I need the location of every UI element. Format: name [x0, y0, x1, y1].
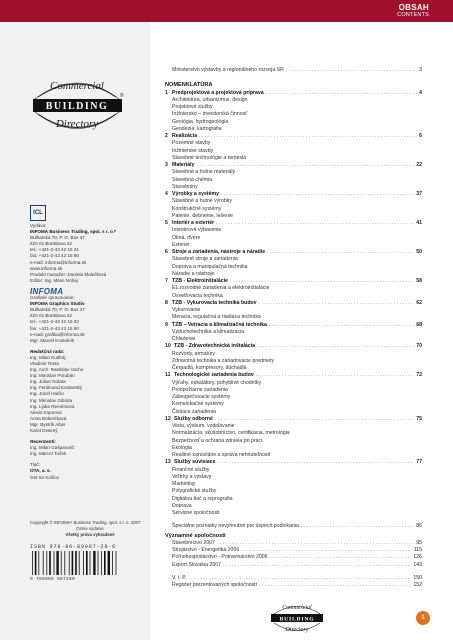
copyright-block: [30, 520, 150, 583]
toc-entry-number: 11: [165, 372, 171, 379]
table-of-contents: [165, 67, 422, 589]
publisher-line: 820 02 Bratislava 22: [30, 241, 72, 247]
barcode-bar: [32, 551, 33, 575]
toc-subentry: Stavebná chémia: [172, 176, 213, 183]
publisher-logo-text: ICL: [33, 209, 43, 216]
toc-subentry: Meracia, regulačná a riadiaca technika: [172, 314, 261, 321]
reviewers-list: [30, 445, 145, 457]
barcode-bar: [43, 551, 44, 575]
graphics-line: Grafické spracovanie:: [30, 295, 75, 301]
toc-subentry: Komunikačné systémy: [172, 401, 224, 408]
toc-entry-label: Služby odborné: [174, 415, 213, 422]
toc-entry: [165, 300, 422, 307]
editorial-board-title: Redakčná rada:: [30, 348, 65, 354]
toc-entry-number: 4: [165, 191, 168, 197]
logo-top-text: Commercial: [50, 80, 104, 92]
barcode-bar: [75, 551, 77, 575]
toc-entry-page: 115: [413, 547, 422, 553]
barcode-bar: [54, 551, 55, 575]
toc-entry: [165, 562, 422, 569]
publisher-line: Editor: Ing. Milan Nohaj: [30, 277, 78, 283]
toc-subentry: Zabezpečovacie systémy: [172, 394, 231, 400]
graphics-line: e-mail: grafika@informa.sk: [30, 331, 85, 337]
toc-entry-page: 68: [416, 321, 422, 328]
toc-leader-dots: [270, 554, 412, 561]
page-header: [0, 0, 453, 22]
toc-entry-page: 86: [416, 523, 422, 530]
toc-entry: [165, 523, 422, 530]
toc-subentry: Marketing: [172, 481, 195, 487]
toc-leader-dots: [221, 191, 414, 198]
publisher-lines: [30, 223, 145, 284]
toc-subentry: Veľtrhy a výstavy: [172, 473, 212, 480]
toc-entry-page: 152: [413, 582, 422, 588]
toc-entry-page: 150: [413, 574, 422, 581]
isbn-line: ISBN 978-80-89087-28-0: [30, 544, 117, 550]
commercial-building-directory-logo: [30, 75, 125, 135]
barcode-bar: [93, 551, 95, 575]
graphics-line: 820 02 Bratislava 22: [30, 313, 72, 319]
toc-entry: [165, 162, 422, 169]
toc-entry-page: 72: [416, 372, 422, 379]
toc-entry-label: Výrobky a systémy: [172, 191, 220, 197]
toc-entry-page: 22: [416, 162, 422, 168]
toc-subentry: Čistiace zariadenia: [172, 408, 216, 415]
toc-subentry: Veda, výskum, vzdelávanie: [172, 423, 235, 429]
toc-entry-page: 62: [416, 299, 422, 306]
barcode-bar: [86, 551, 88, 575]
toc-entry: [165, 322, 422, 329]
graphics-line: Bulharská 70, P. O. Box 47: [30, 307, 85, 313]
toc-subentry: Vzduchotechnika a klimatizácia: [172, 328, 245, 335]
publisher-info: [30, 205, 145, 481]
page-number-badge: 1: [416, 611, 430, 625]
toc-subentry: Osvetľovacia technika: [172, 292, 223, 299]
board-member: Vladimír Rosa: [30, 360, 59, 366]
toc-subentry: Palenie, debnenie, lešenie: [172, 212, 233, 219]
edition-line: Osme vydanie: [76, 526, 104, 531]
toc-subentry: Konštrukčné systémy: [172, 205, 222, 212]
toc-entry-page: 50: [416, 249, 422, 255]
toc-subentry: Normalizácia, skúšobníctvo, certifikácia, metrológia: [172, 430, 290, 437]
toc-leader-dots: [256, 372, 414, 379]
board-member: Ing. Július Golata: [30, 379, 66, 385]
toc-entry-label: Technologické zariadenia budov: [174, 372, 254, 379]
reviewer: Ing. Marcel Tuček: [30, 451, 67, 457]
toc-entry-page: 95: [416, 539, 422, 546]
graphics-studio-lines: [30, 295, 145, 344]
toc-subentry: Inžinierske stavby: [172, 147, 214, 154]
toc-subentry: Bezpečnosť a ochrana zdravia pri práci: [172, 437, 263, 444]
board-member: Karol Ovsený: [30, 428, 58, 433]
toc-heading: NOMENKLATÚRA: [165, 82, 213, 89]
toc-entry: [165, 459, 422, 466]
toc-entry-number: 12: [165, 415, 171, 422]
toc-entry-number: 7: [165, 278, 168, 284]
board-member: Ing. Ferdinand Kostanský: [30, 385, 83, 391]
toc-subentry: Stavebné a hutné materiály: [172, 169, 236, 176]
publisher-line: fax: +421-2-43 42 15 60: [30, 253, 79, 259]
toc-entry-page: 6: [419, 133, 422, 139]
toc-leader-dots: [259, 300, 415, 307]
toc-entry-label: Predprojektová a projektová príprava: [172, 89, 264, 96]
toc-entry-label: Strojárstvo - Energetika 2006: [172, 547, 240, 553]
toc-leader-dots: [269, 322, 414, 329]
toc-subentry: Inžiniersko – investorská činnosť: [172, 111, 248, 118]
toc-entry-label: Interiér a exteriér: [172, 220, 215, 226]
barcode-bar: [49, 551, 51, 575]
publisher-line: INFOMA Business Trading, spol. s r. o.*: [30, 229, 116, 235]
copyright-line: Copyright © INFOMA* Business Trading, spol. s r. o. 2007: [30, 520, 141, 525]
toc-entry-label: Materiály: [172, 162, 195, 168]
toc-entry: [165, 582, 422, 589]
toc-subentry: Doprava a manipulačná technika: [172, 263, 248, 270]
barcode-bar: [90, 551, 91, 575]
toc-entry-label: TZB - Zdravotechnická inštalácia: [174, 343, 256, 350]
publisher-line: Produkt manažér: Daniela Malečková: [30, 271, 107, 277]
toc-subentry: Rozvody, armatúry: [172, 350, 216, 357]
toc-entry-number: 13: [165, 459, 171, 466]
barcode-bar: [108, 551, 110, 575]
barcode-bar: [56, 551, 58, 575]
board-member: Ing. Miroslav Gibóda: [30, 397, 73, 403]
barcode-bar: [101, 551, 102, 575]
printer-line: 044 54 Košice: [30, 474, 60, 480]
logo-bottom-text: Directory: [55, 118, 99, 130]
logo-registered-mark: ®: [120, 93, 124, 99]
toc-entry-label: Stroje a zariadenia, nástroje a náradie: [172, 249, 266, 255]
toc-entry: [165, 191, 422, 198]
barcode-bar: [35, 551, 37, 575]
toc-entry-label: Export Slovakia 2007: [172, 561, 222, 568]
toc-entry-label: Služby súvisiace: [174, 459, 216, 466]
toc-entry-label: Poľnohospodárstvo - Potravinárstvo 2006: [172, 554, 268, 561]
barcode-bar: [69, 551, 70, 575]
footer-logo-middle: BUILDING: [279, 616, 315, 623]
toc-subentry: Projektové služby: [172, 104, 213, 110]
toc-entry-page: 77: [416, 459, 422, 466]
toc-leader-dots: [286, 67, 417, 74]
toc-entry-page: 4: [419, 89, 422, 96]
toc-subentry: Interiérové vybavenie: [172, 227, 222, 234]
toc-entry: [165, 133, 422, 140]
toc-subentry: Servisné spoločnosti: [172, 510, 220, 516]
toc-subentry: EL.rozvodné zariadenia a elektroinštalácie: [172, 285, 270, 292]
barcode-bar: [104, 551, 106, 575]
barcode-bar: [116, 551, 117, 575]
toc-entry-label: Ministerstvo výstavby a regionálneho rozvoja SR: [172, 67, 284, 73]
logo-middle-text: BUILDING: [45, 101, 109, 112]
reviewer: Ing. Milan Gašparovič: [30, 445, 75, 451]
header-title: OBSAH: [398, 3, 429, 12]
toc-entry-number: 1: [165, 89, 168, 96]
publisher-line: tel.: +421-2-43 42 15 21: [30, 247, 79, 253]
toc-entry-page: 126: [413, 554, 422, 561]
toc-entry: [165, 547, 422, 554]
barcode-bar: [83, 551, 84, 575]
toc-entry-label: Špeciálne poznatky nevyhnutné pre úspech podnikania: [172, 523, 299, 530]
toc-entry-page: 143: [413, 561, 422, 568]
toc-entry: [165, 67, 422, 74]
toc-subentry: Realitné kancelárie a správa nehnuteľností: [172, 452, 271, 458]
toc-entry: [165, 343, 422, 350]
barcode-bar: [98, 551, 99, 575]
footer-logo-icon: [268, 601, 326, 635]
board-member: Ing. Lýdia Reméniová: [30, 403, 75, 409]
board-member: Ing. Milan Kudlráj: [30, 354, 66, 360]
publisher-line: Bulharská 70, P. O. Box 47: [30, 235, 85, 241]
rights-line: Všetky práva vyhradené: [65, 532, 115, 537]
toc-subentry: Vykurovanie: [172, 307, 201, 313]
toc-subentry: Architektúra, urbanizmus, design: [172, 96, 248, 103]
footer-logo-bottom: Directory: [285, 627, 309, 633]
toc-subentry: Protipožiarne zariadenia: [172, 386, 228, 393]
toc-subentry: Čerpadlá, kompresory, dúchadlá: [172, 365, 247, 371]
toc-subentry: Doprava: [172, 502, 192, 509]
toc-subentry: Geodézia, kartografia: [172, 125, 222, 132]
toc-entry-page: 41: [416, 220, 422, 226]
toc-entry-page: 75: [416, 415, 422, 422]
toc-entry-label: Realizácia: [172, 133, 198, 139]
toc-entry-number: 3: [165, 162, 168, 168]
header-subtitle: CONTENTS: [397, 12, 429, 18]
toc-entry-number: 6: [165, 249, 168, 255]
toc-leader-dots: [266, 90, 417, 97]
toc-entry-number: 9: [165, 321, 168, 328]
barcode-bar: [46, 551, 47, 575]
toc-subentry: Digitálna tlač a reprografia: [172, 495, 233, 502]
graphics-line: fax: +421-2-43 42 15 60: [30, 325, 79, 331]
toc-leader-dots: [218, 459, 415, 466]
toc-leader-dots: [197, 162, 415, 169]
toc-leader-dots: [188, 575, 411, 582]
toc-entry-number: 10: [165, 343, 171, 350]
toc-subentry: Stavebniny: [172, 183, 198, 190]
publisher-line: www.informa.sk: [30, 265, 63, 271]
toc-subentry: Výťahy, eskalátory, pohyblivé chodníky: [172, 379, 262, 386]
barcode-bar: [64, 551, 65, 575]
toc-entry: [165, 220, 422, 227]
toc-entry: [165, 554, 422, 561]
toc-entry-number: 8: [165, 299, 168, 306]
toc-leader-dots: [199, 133, 417, 140]
toc-entry-page: 70: [416, 343, 422, 350]
toc-entry: [165, 278, 422, 285]
board-member: Ing. Arch. Rastislav Vacho: [30, 367, 84, 373]
barcode-bar: [79, 551, 80, 575]
toc-entry: [165, 416, 422, 423]
toc-entry-number: 2: [165, 133, 168, 139]
toc-entry: [165, 372, 422, 379]
toc-entry-label: Stavebníctvo 2007: [172, 539, 215, 546]
toc-subentry: Stavebné stroje a zariadenia: [172, 256, 238, 263]
toc-subentry: Finančné služby: [172, 466, 210, 473]
toc-entry-label: Register prezentovaných spoločností: [172, 582, 258, 588]
toc-subentry: Zdravotná technika a zariadovacie predmety: [172, 357, 275, 364]
printer-line: OTA, a. s.: [30, 468, 51, 474]
board-member: Ing. Jozef Halčin: [30, 391, 64, 397]
publisher-line: e-mail: informa@informa.sk: [30, 259, 87, 265]
publisher-line: Vydáva:: [30, 223, 47, 228]
informa-logo: INFOMA: [30, 286, 64, 296]
toc-entry-number: 5: [165, 220, 168, 226]
reviewers-title: Recenzenti:: [30, 439, 56, 445]
publisher-logo-icon: [30, 205, 46, 221]
graphics-line: tel.: +421-2-43 42 15 32: [30, 319, 79, 325]
graphics-line: INFOMA Graphics Studio: [30, 301, 85, 307]
toc-leader-dots: [267, 249, 414, 256]
toc-subentry: Pozemné stavby: [172, 140, 211, 147]
toc-leader-dots: [301, 523, 414, 530]
companies-heading: Významné spoločnosti: [165, 532, 226, 539]
toc-entry: [165, 90, 422, 97]
barcode-bar: [112, 551, 113, 575]
toc-subentry: Stavebné technológie a remeslá: [172, 154, 247, 161]
toc-subentry: Exteriér: [172, 241, 190, 248]
toc-entry-page: 37: [416, 191, 422, 197]
toc-entry-label: TZB - Elektroinštalácie: [172, 278, 228, 284]
toc-subentry: Chladenie: [172, 336, 196, 342]
toc-leader-dots: [216, 220, 414, 227]
barcode-digits: 9 788089 087280: [30, 577, 76, 582]
toc-leader-dots: [230, 278, 414, 285]
toc-entry: [165, 575, 422, 582]
graphics-line: Mgr. Marcel Kostelník: [30, 337, 75, 343]
board-member: Alexis Köpnová: [30, 409, 62, 415]
barcode-bar: [38, 551, 39, 575]
toc-leader-dots: [241, 547, 412, 554]
printer-lines: [30, 468, 145, 480]
toc-entry-label: TZB – Vetracia a klimatizačná technika: [172, 321, 267, 328]
barcode-bar: [61, 551, 62, 575]
board-member: Ing. Miroslav Porubán: [30, 373, 75, 379]
toc-leader-dots: [223, 562, 411, 569]
toc-leader-dots: [215, 416, 414, 423]
toc-entry-page: 58: [416, 278, 422, 284]
toc-spacer: [165, 74, 422, 80]
toc-leader-dots: [257, 343, 414, 350]
toc-subentry: Stavebné a hutné výrobky: [172, 198, 232, 205]
toc-leader-dots: [259, 582, 411, 589]
toc-entry: [165, 540, 422, 547]
toc-subentry: Geológia, hydrogeológia: [172, 118, 229, 125]
toc-subentry: Náradie a nástroje: [172, 270, 215, 277]
logo-emblem-icon: [30, 75, 125, 135]
toc-entry-label: TZB - Vykurovacia technika budov: [172, 299, 257, 306]
toc-subentry: Polygrafické služby: [172, 488, 217, 495]
board-member: Mgr. Bystrík Altus: [30, 421, 66, 427]
print-title: Tlač:: [30, 462, 40, 468]
toc-leader-dots: [217, 540, 414, 547]
editorial-board-list: [30, 355, 145, 434]
toc-entry-page: 3: [419, 67, 422, 73]
toc-entry-label: V. I. P.: [172, 574, 187, 581]
board-member: Anna Bobeníková: [30, 415, 67, 421]
toc-entry: [165, 249, 422, 256]
barcode-icon: [30, 551, 125, 575]
barcode-bar: [72, 551, 74, 575]
footer-logo-top: Commercial: [282, 605, 312, 611]
toc-subentry: Okná, dvere: [172, 234, 201, 241]
toc-subentry: Ekológia: [172, 444, 192, 451]
